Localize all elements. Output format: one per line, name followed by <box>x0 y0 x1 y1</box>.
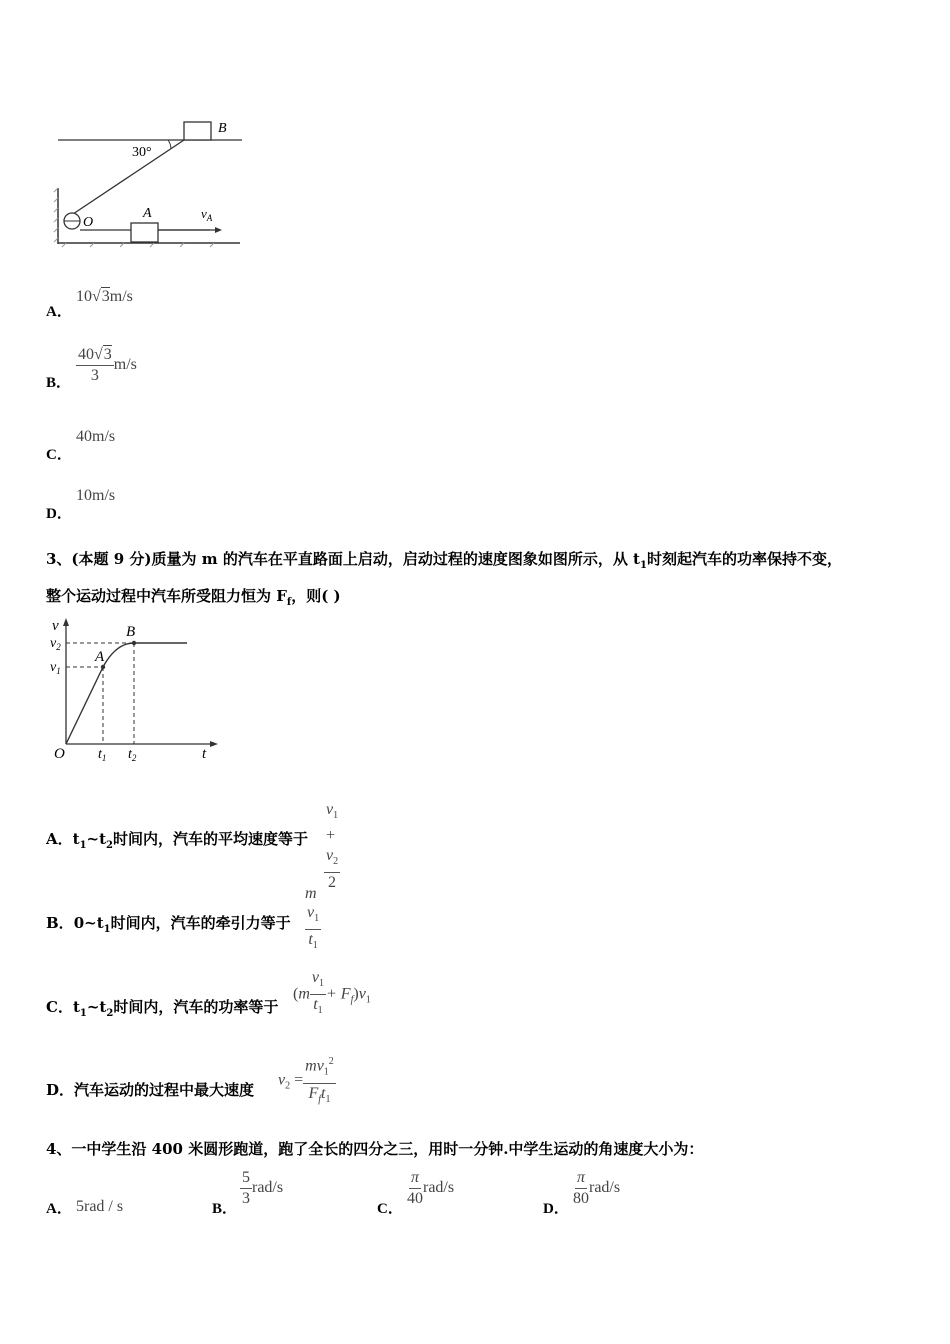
option-label: D． <box>543 1201 569 1217</box>
option-b-value: $\frac{5}{3}$ rad/s <box>242 1169 284 1207</box>
option-d-value: 10m/s <box>76 487 116 504</box>
v2-label: $v_2$ <box>50 636 61 652</box>
v-axis-label: v <box>52 618 59 634</box>
option-b-text: B．$0\sim t_1$时间内，汽车的牵引力等于 <box>46 914 291 935</box>
t1-label: $t_1$ <box>98 747 107 763</box>
option-c-value: 40m/s <box>76 428 116 445</box>
t-axis-label: t <box>202 746 207 762</box>
rope <box>70 140 184 216</box>
option-c-text: C．$t_1\sim t_2$时间内，汽车的功率等于 <box>46 998 279 1019</box>
option-a-formula: $\frac{v_1 + v_2}{2}$ <box>326 801 339 892</box>
option-label: B． <box>212 1201 238 1217</box>
option-a-text: A．$t_1\sim t_2$时间内，汽车的平均速度等于 <box>46 830 309 851</box>
option-label: D． <box>46 506 72 522</box>
option-label: C． <box>46 447 72 463</box>
option-b-formula: m $\frac{v_1}{t_1}$ <box>305 885 320 952</box>
figure-velocity-time-graph <box>44 616 224 766</box>
option-label: A． <box>46 1201 72 1217</box>
option-c-value: $\frac{\pi}{40}$ rad/s <box>407 1169 455 1207</box>
velocity-label: $v_A$ <box>201 206 213 223</box>
figure-pulley-diagram <box>50 110 250 255</box>
option-d-value: $\frac{\pi}{80}$ rad/s <box>573 1169 621 1207</box>
q4-stem: 4、一中学生沿 400 米圆形跑道，跑了全长的四分之三，用时一分钟.中学生运动的角速度大小为： <box>46 1140 704 1158</box>
v1-label: $v_1$ <box>50 660 61 676</box>
curve-ab <box>103 643 134 667</box>
option-d-formula: $v_2$ = $\frac{mv_1^2}{F_ft_1}$ <box>278 1052 336 1110</box>
origin-label: O <box>54 746 65 762</box>
point-b <box>132 641 136 645</box>
q3-stem-line2: 整个运动过程中汽车所受阻力恒为 $F_f$，则( ) <box>46 587 341 608</box>
label-b: B <box>218 121 227 136</box>
label-a: A <box>143 206 152 221</box>
angle-label: 30° <box>132 145 152 160</box>
option-d-text: D．汽车运动的过程中最大速度 <box>46 1081 255 1099</box>
label-o: O <box>83 215 94 230</box>
option-a-value: 5rad / s <box>76 1198 124 1215</box>
point-b-label: B <box>126 624 136 640</box>
option-label: A． <box>46 304 72 320</box>
q3-stem-line1: 3、(本题 9 分)质量为 m 的汽车在平直路面上启动，启动过程的速度图象如图所示，从 $t_1$时刻起汽车的功率保持不变， <box>46 550 842 571</box>
block-b <box>184 122 211 140</box>
angle-arc <box>168 140 171 149</box>
accel-segment <box>66 667 103 744</box>
point-a <box>101 665 105 669</box>
point-a-label: A <box>95 649 105 665</box>
option-label: B． <box>46 375 72 391</box>
t2-label: $t_2$ <box>128 747 137 763</box>
option-a-value: 10√3m/s <box>76 288 133 305</box>
block-a <box>131 223 158 242</box>
option-b-value: $\frac{40√3}{3}$ m/s <box>78 346 137 384</box>
option-c-formula: (m $\frac{v_1}{t_1}$ + $F_f)v_1$ <box>293 969 371 1017</box>
option-label: C． <box>377 1201 403 1217</box>
